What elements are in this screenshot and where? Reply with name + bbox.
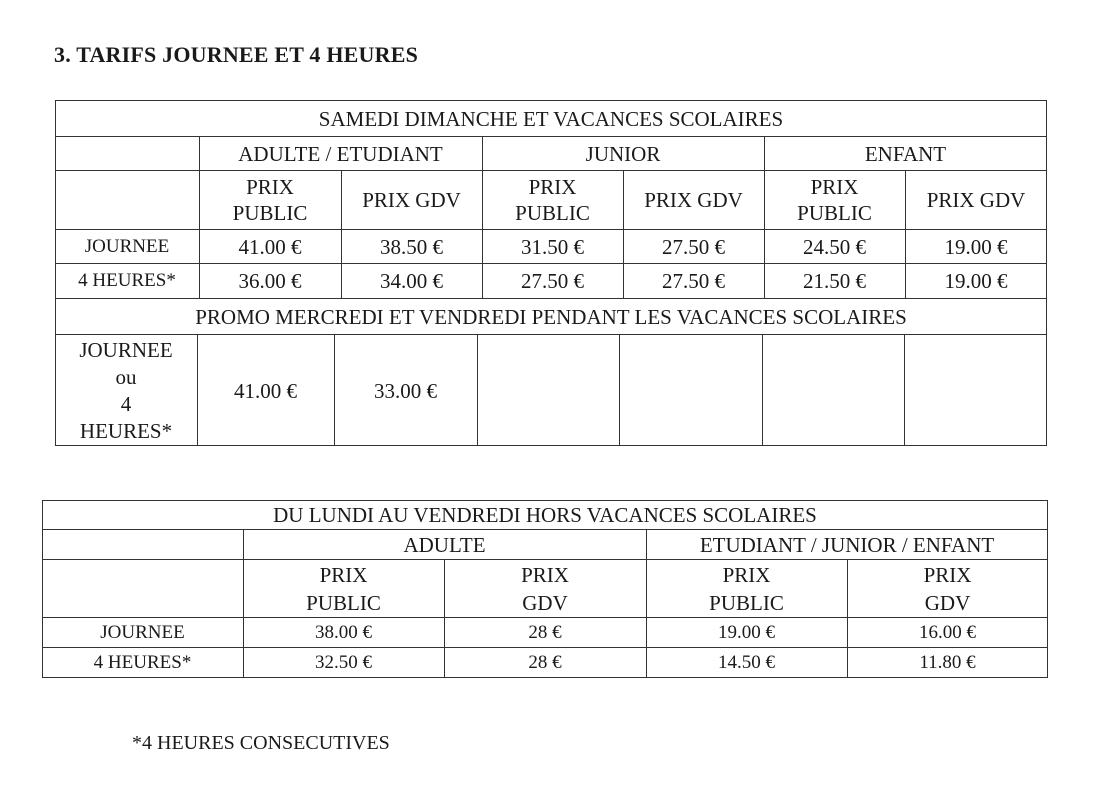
subheader-line: PRIX (810, 175, 859, 199)
subheader-prix-gdv (847, 560, 1048, 617)
promo-price-cell: 33.00 € (374, 378, 437, 403)
promo-label-line: JOURNEE (79, 337, 173, 362)
subheader-line: PRIX (246, 175, 294, 199)
price-cell: 31.50 € (521, 234, 584, 259)
price-cell: 19.00 € (718, 621, 775, 643)
subheader-line: PUBLIC (306, 590, 381, 615)
row-label: 4 HEURES* (93, 652, 192, 673)
subheader-line: PUBLIC (515, 201, 590, 225)
subheader-prix-gdv: PRIX GDV (362, 188, 461, 212)
price-cell: 24.50 € (803, 234, 866, 259)
price-cell: 32.50 € (315, 652, 372, 673)
price-cell: 27.50 € (521, 269, 584, 293)
price-cell: 21.50 € (803, 269, 866, 293)
subheader-line: PRIX (722, 562, 771, 587)
section-title: 3. TARIFS JOURNEE ET 4 HEURES (54, 42, 418, 67)
price-cell: 27.50 € (662, 234, 725, 259)
subheader-prix-public (646, 560, 847, 617)
group-header-etudiant-junior-enfant: ETUDIANT / JUNIOR / ENFANT (699, 532, 995, 557)
footnote: *4 HEURES CONSECUTIVES (132, 732, 390, 754)
subheader-line: PUBLIC (232, 201, 308, 225)
price-cell: 11.80 € (919, 652, 976, 673)
subheader-line: PRIX (319, 562, 368, 587)
row-label: 4 HEURES* (78, 270, 176, 291)
price-cell: 16.00 € (919, 621, 976, 643)
price-cell: 41.00 € (238, 234, 302, 259)
promo-empty-cell (619, 335, 762, 446)
price-cell: 38.50 € (380, 234, 443, 259)
promo-empty-cell (477, 335, 619, 446)
subheader-line: PRIX (521, 562, 569, 587)
subheader-prix-public (243, 560, 444, 617)
price-cell: 28 € (528, 652, 562, 673)
promo-empty-cell (904, 335, 1047, 446)
promo-label-line: HEURES* (79, 418, 173, 443)
subheader-line: GDV (522, 590, 568, 615)
table1-caption: SAMEDI DIMANCHE ET VACANCES SCOLAIRES (318, 106, 784, 131)
price-cell: 34.00 € (380, 269, 443, 293)
subheader-prix-gdv: PRIX GDV (644, 188, 743, 212)
promo-label-line: ou (115, 364, 137, 389)
group-header-adulte-etudiant: ADULTE / ETUDIANT (238, 141, 443, 166)
price-cell: 14.50 € (718, 652, 775, 673)
promo-price-cell: 41.00 € (234, 378, 297, 403)
subheader-prix-public (482, 171, 623, 229)
subheader-line: PUBLIC (797, 201, 872, 225)
promo-label-line: 4 (120, 391, 132, 416)
row-label: JOURNEE (100, 621, 185, 643)
subheader-prix-public (764, 171, 905, 229)
group-header-junior: JUNIOR (585, 141, 661, 166)
price-cell: 19.00 € (944, 269, 1008, 293)
subheader-prix-gdv: PRIX GDV (926, 188, 1026, 212)
price-cell: 27.50 € (662, 269, 725, 293)
subheader-line: PRIX (528, 175, 577, 199)
price-cell: 19.00 € (944, 234, 1008, 259)
group-header-enfant: ENFANT (864, 141, 947, 166)
subheader-line: GDV (924, 590, 971, 615)
subheader-line: PRIX (923, 562, 972, 587)
promo-empty-cell (762, 335, 904, 446)
table2-caption: DU LUNDI AU VENDREDI HORS VACANCES SCOLAIRES (273, 503, 817, 527)
subheader-line: PUBLIC (709, 590, 784, 615)
promo-caption: PROMO MERCREDI ET VENDREDI PENDANT LES VACANCES SCOLAIRES (195, 304, 907, 329)
price-cell: 28 € (528, 621, 562, 643)
price-cell: 38.00 € (315, 621, 372, 643)
row-label: JOURNEE (84, 235, 170, 257)
price-cell: 36.00 € (238, 269, 302, 293)
promo-row-label (55, 335, 197, 446)
subheader-prix-public (199, 171, 341, 229)
group-header-adulte: ADULTE (403, 532, 486, 557)
subheader-prix-gdv (444, 560, 646, 617)
